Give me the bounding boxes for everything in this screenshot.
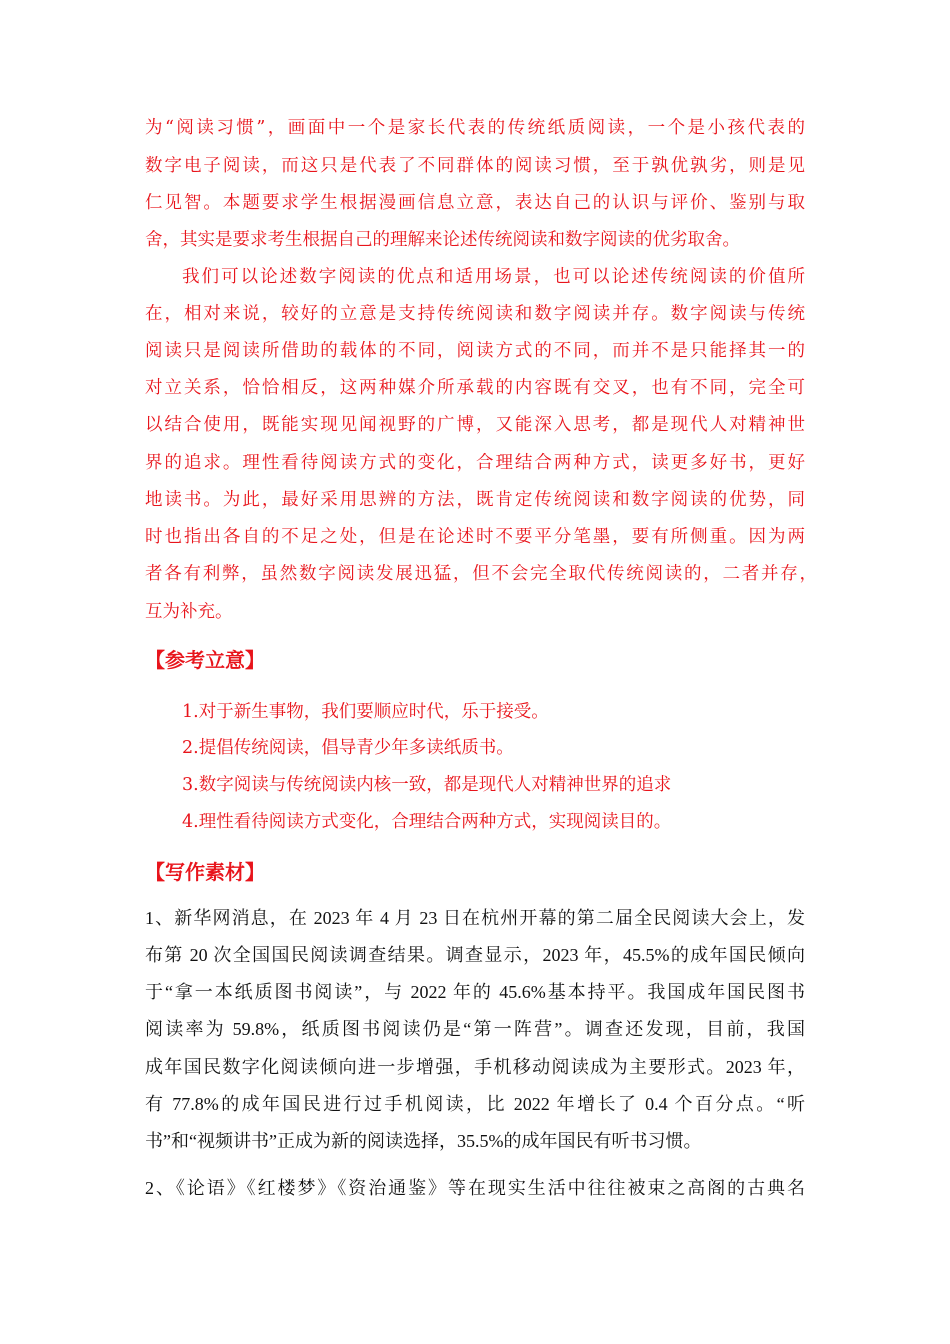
text-line: 时也指出各自的不足之处，但是在论述时不要平分笔墨，要有所侧重。因为两 — [145, 527, 805, 547]
text-line: 阅读率为 59.8%，纸质图书阅读仍是“第一阵营”。调查还发现，目前，我国 — [145, 1019, 805, 1039]
text-line: 互为补充。 — [145, 602, 233, 622]
text-line: 对立关系，恰恰相反，这两种媒介所承载的内容既有交叉，也有不同，完全可 — [145, 378, 805, 398]
list-item: 2.提倡传统阅读，倡导青少年多读纸质书。 — [182, 738, 514, 758]
text-line: 书”和“视频讲书”正成为新的阅读选择，35.5%的成年国民有听书习惯。 — [145, 1131, 702, 1151]
material-heading: 【写作素材】 — [145, 860, 265, 884]
text-line: 于“拿一本纸质图书阅读”，与 2022 年的 45.6%基本持平。我国成年国民图书 — [145, 982, 805, 1002]
text-line: 成年国民数字化阅读倾向进一步增强，手机移动阅读成为主要形式。2023 年， — [145, 1057, 805, 1077]
text-line: 仁见智。本题要求学生根据漫画信息立意，表达自己的认识与评价、鉴别与取 — [145, 193, 805, 213]
list-item: 3.数字阅读与传统阅读内核一致，都是现代人对精神世界的追求 — [182, 775, 672, 795]
text-line: 为“阅读习惯”，画面中一个是家长代表的传统纸质阅读，一个是小孩代表的 — [145, 118, 805, 138]
text-line: 2、《论语》《红楼梦》《资治通鉴》等在现实生活中往往被束之高阁的古典名 — [145, 1178, 805, 1198]
reference-heading: 【参考立意】 — [145, 648, 265, 672]
text-line: 界的追求。理性看待阅读方式的变化，合理结合两种方式，读更多好书，更好 — [145, 453, 805, 473]
text-line: 我们可以论述数字阅读的优点和适用场景，也可以论述传统阅读的价值所 — [182, 267, 805, 287]
text-line: 布第 20 次全国国民阅读调查结果。调查显示，2023 年，45.5%的成年国民倾向 — [145, 945, 805, 965]
text-line: 在，相对来说，较好的立意是支持传统阅读和数字阅读并存。数字阅读与传统 — [145, 304, 805, 324]
list-item: 1.对于新生事物，我们要顺应时代，乐于接受。 — [182, 702, 549, 722]
text-line: 有 77.8%的成年国民进行过手机阅读，比 2022 年增长了 0.4 个百分点。“听 — [145, 1094, 805, 1114]
text-line: 阅读只是阅读所借助的载体的不同，阅读方式的不同，而并不是只能择其一的 — [145, 341, 805, 361]
text-line: 1、新华网消息，在 2023 年 4 月 23 日在杭州开幕的第二届全民阅读大会上，发 — [145, 908, 805, 928]
text-line: 地读书。为此，最好采用思辨的方法，既肯定传统阅读和数字阅读的优势，同 — [145, 490, 805, 510]
text-line: 舍，其实是要求考生根据自己的理解来论述传统阅读和数字阅读的优劣取舍。 — [145, 230, 740, 250]
text-line: 者各有利弊，虽然数字阅读发展迅猛，但不会完全取代传统阅读的，二者并存， — [145, 564, 817, 584]
text-line: 以结合使用，既能实现见闻视野的广博，又能深入思考，都是现代人对精神世 — [145, 415, 805, 435]
list-item: 4.理性看待阅读方式变化，合理结合两种方式，实现阅读目的。 — [182, 812, 672, 832]
text-line: 数字电子阅读，而这只是代表了不同群体的阅读习惯，至于孰优孰劣，则是见 — [145, 156, 805, 176]
